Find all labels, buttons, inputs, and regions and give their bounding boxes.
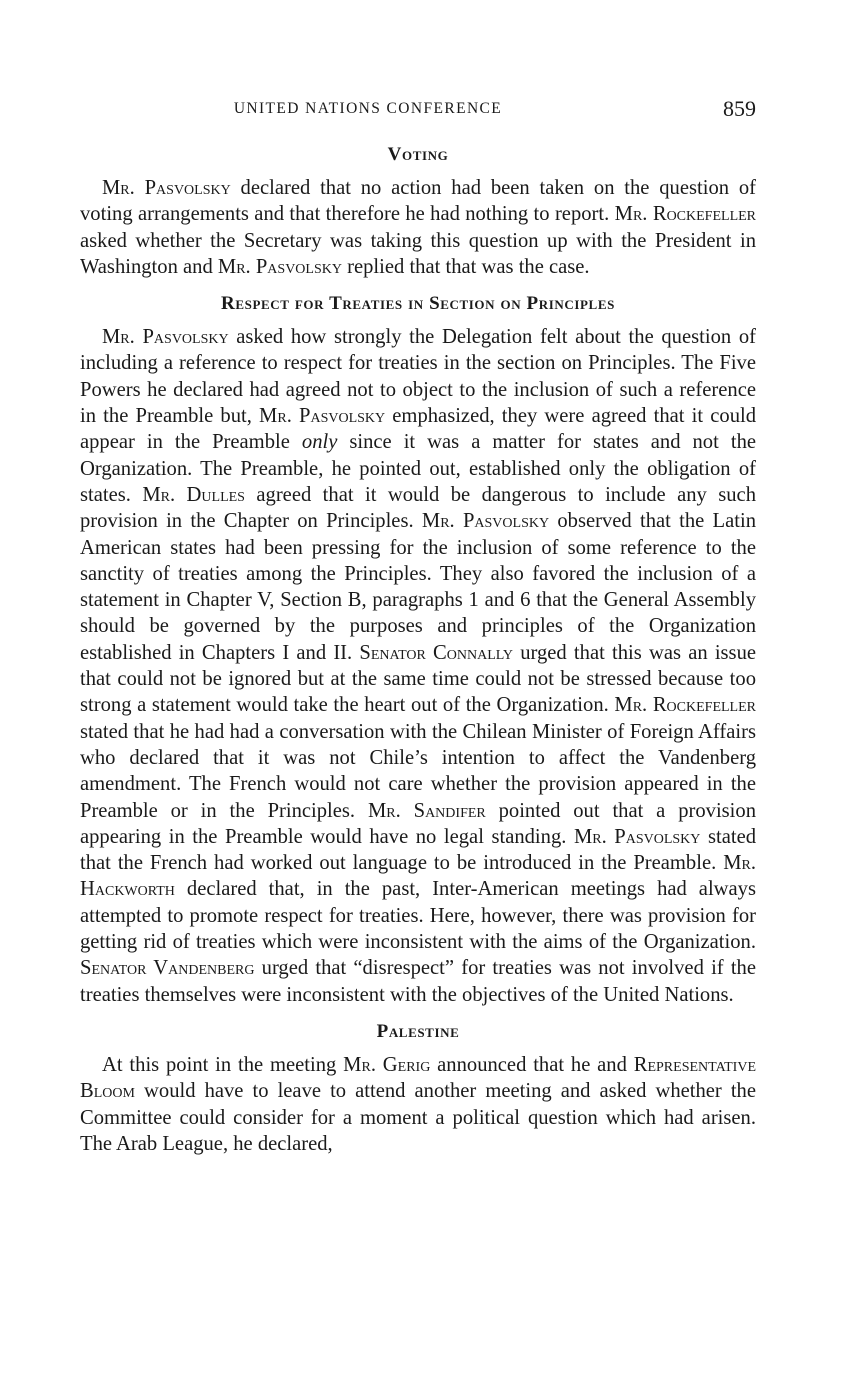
text-run: declared that no action had been taken on the question of voting arrangements and that therefore he had nothing to report. [80, 177, 756, 226]
text-run: stated that the French had worked out language to be introduced in the Preamble. [80, 825, 757, 875]
section-heading-voting: Voting [387, 144, 449, 165]
person-name: Senator Connally [359, 641, 514, 664]
paragraph [80, 1052, 756, 1157]
text-run: asked whether the Secretary was taking this question up with the President in Washington and [80, 229, 756, 278]
text-run: At this point in the meeting [102, 1053, 344, 1076]
person-name: Mr. Sandifer [367, 799, 486, 822]
person-name: Mr. Rockefeller [614, 203, 757, 226]
section-heading-respect-for-treaties: Respect for Treaties in Section on Principles [221, 293, 615, 315]
text-run: stated that he had had a conversation with the Chilean Minister of Foreign Affairs who declared that it was not Chile’s intention to affect the Vandenberg amendment. The French would not care whether the provision appeared in the Preamble or in the Principles. [80, 720, 756, 822]
running-header [80, 96, 756, 126]
paragraph [80, 324, 756, 1008]
text-run: pointed out that a provision appearing in the Preamble would have no legal standing. [80, 799, 756, 848]
text-run: urged that this was an issue that could not be ignored but at the same time could not be stressed because too strong a statement would take the heart out of the Organization. [80, 641, 757, 717]
text-run: observed that the Latin American states had been pressing for the inclusion of some reference to the sanctity of treaties among the Principles. They also favored the inclusion of a statement in Chapter V, Section B, paragraphs 1 and 6 that the General Assembly should be governed by the purposes and principles of the Organization established in Chapters I and II. [80, 510, 757, 664]
running-title: UNITED NATIONS CONFERENCE [233, 100, 503, 117]
section-heading-palestine: Palestine [376, 1020, 460, 1042]
text-run: would have to leave to attend another meeting and asked whether the Committee could consider for a moment a political question which had arisen. The Arab League, he declared, [80, 1080, 756, 1155]
text-run: urged that “disrespect” for treaties was not involved if the treaties themselves were inconsistent with the objectives of the United Nations. [80, 957, 756, 1006]
page-content [80, 139, 756, 1165]
paragraph [80, 175, 756, 280]
person-name: Mr. Pasvolsky [102, 326, 229, 349]
text-run: emphasized, they were agreed that it could appear in the Preamble [80, 405, 757, 454]
text-run: replied that that was the case. [341, 255, 590, 278]
person-name: Mr. Pasvolsky [421, 510, 550, 533]
person-name: Mr. Pasvolsky [102, 177, 231, 199]
person-name: Mr. Pasvolsky [573, 825, 701, 848]
person-name: Mr. Pasvolsky [259, 405, 386, 428]
person-name: Senator Vandenberg [80, 957, 255, 980]
person-name: Mr. Gerig [343, 1053, 431, 1076]
text-run: asked how strongly the Delegation felt about the question of including a reference to respect for treaties in the section on Principles. The Five Powers he declared had agreed not to object to the inclusion of such a reference in the Preamble but, [80, 326, 756, 428]
person-name: Representative Bloom [80, 1053, 757, 1103]
person-name: Mr. Pasvolsky [217, 255, 342, 278]
person-name: Mr. Rockefeller [614, 694, 757, 717]
person-name: Mr. Dulles [142, 483, 245, 506]
text-run: announced that he and [430, 1053, 634, 1076]
page-number: 859 [723, 96, 756, 121]
text-run: declared that, in the past, Inter-American meetings had always attempted to promote respect for treaties. Here, however, there was provision for getting rid of treaties which were inconsistent with the aims of the Organization. [80, 878, 756, 954]
text-run: since it was a matter for states and not the Organization. The Preamble, he pointed out, established only the obligation of states. [80, 431, 757, 506]
person-name: Mr. Hackworth [80, 852, 756, 901]
emphasis: only [301, 431, 338, 454]
text-run: agreed that it would be dangerous to include any such provision in the Chapter on Principles. [80, 483, 756, 533]
